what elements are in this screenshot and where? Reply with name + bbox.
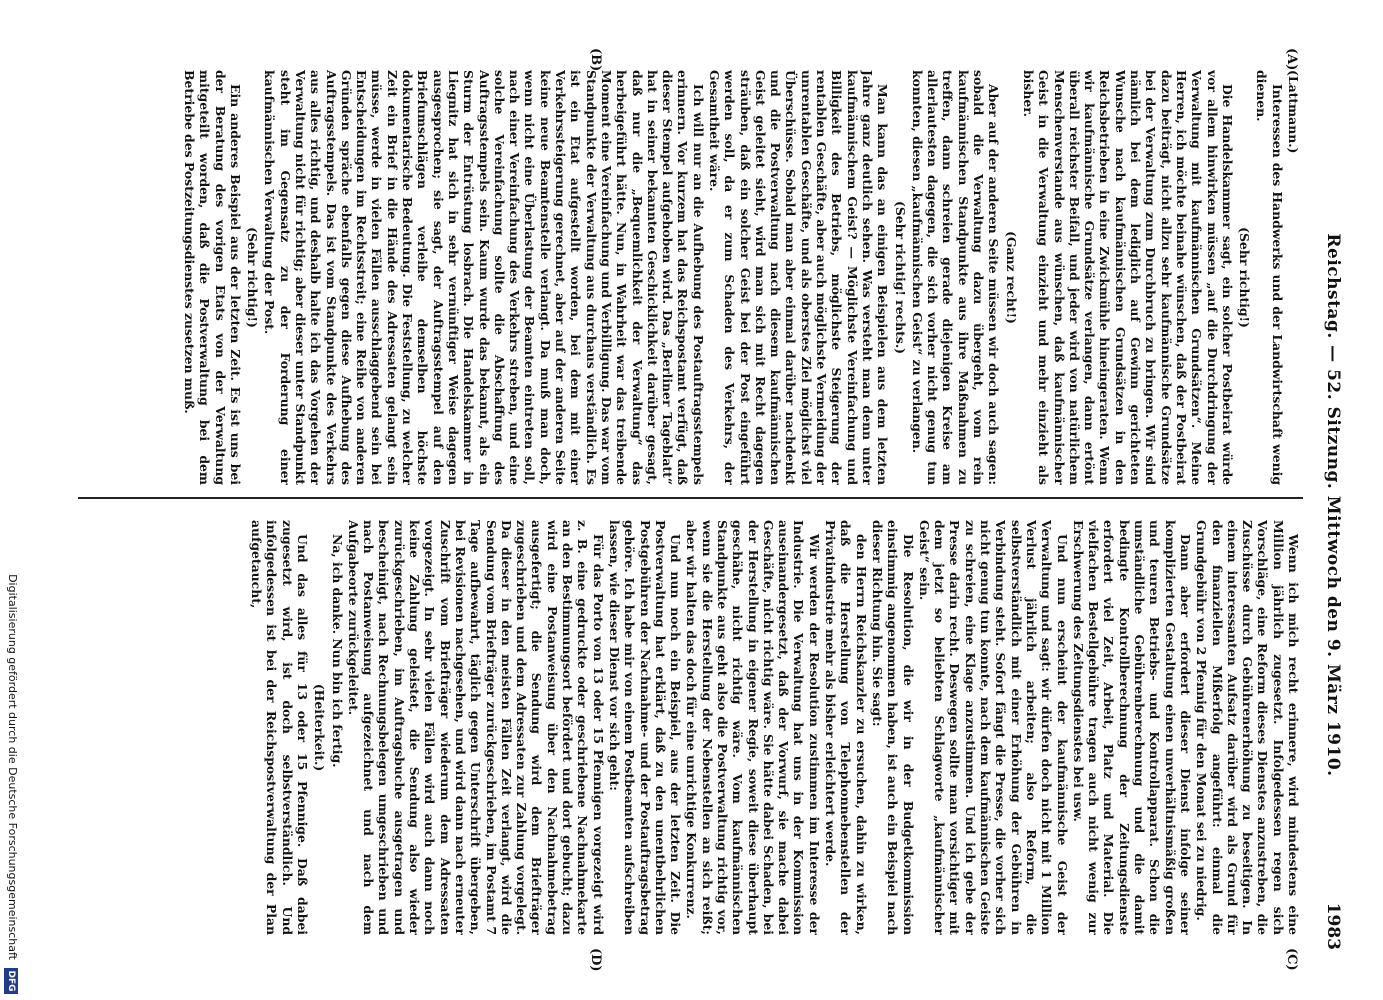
paragraph: Ein anderes Beispiel aus der letzten Zeit. Es ist uns bei der Beratung des vorigen Etats von der Verwaltung mitgeteilt worden, daß die Postverwaltung bei dem Betriebe des Postzeitungsdienstes zusetzen muß. [181, 70, 243, 485]
interjection: (Sehr richtig!) [1237, 227, 1253, 328]
paragraph: Und nun noch ein Beispiel, aus der letzten Zeit. Die Postverwaltung hat erklärt, daß zu den unentbehrlichen Postgebühren der Nachnahme- und der Postauftragsbetrag gehöre. Ich habe mir von einem Postbeamten aufschreiben lassen, wie dieser Dienst vor sich geht: [606, 520, 684, 935]
page-number: 1983 [1323, 902, 1343, 950]
interjection: (Sehr richtig!) [245, 227, 261, 328]
paragraph: Dann aber erfordert dieser Dienst infolge seiner komplizierten Gestaltung einen unverhältnismäßig großen und teuren Betriebs- und Kontrollapparat. Schon die umständliche Gebührenberechnung und die damit bedingte Kontrollberechnung der Zeitungsdienste erfordert viel Zeit, Arbeit, Platz und Material. Die vielfachen Bestellgebühre tragen auch nicht wenig zur Erschwerung des Zeitungsdienstes bei usw. [1070, 520, 1193, 935]
paragraph: Wir werden der Resolution zustimmen im Interesse der Industrie. Die Verwaltung hat uns in der Kommission auseinandergesetzt, daß der Vorwurf, sie mache dabei Geschäfte, nicht richtig wäre. Sie hätte dabei Schaden, bei der Herstellung in eigener Regie, soweit diese überhaupt geschähe, nicht richtig wäre. Vom kaufmännischen Standpunkte aus geht also die Postverwaltung richtig vor, wenn sie die Herstellung der Nebenstellen an sich reißt; aber wir halten das doch für eine unrichtige Konkurrenz. [684, 520, 822, 935]
margin-marker-b: (B) [588, 48, 603, 72]
margin-marker-c: (C) [1284, 948, 1299, 971]
interjection: (Ganz recht!) [1003, 231, 1019, 324]
page-footer [0, 0, 24, 1000]
interjection: (Sehr richtig! rechts.) [892, 200, 908, 355]
running-title: Reichstag. — 52. Sitzung. Mittwoch den 9. März 1910. [1323, 233, 1343, 777]
interjection: (Heiterkeit.) [312, 683, 328, 772]
quoted-passage: Für das Porto von 13 oder 15 Pfennigen vorgezeigt wird z. B. eine gedruckte oder geschriebene Nachnahmekarte an den Bestimmungsort befördert und dort gebucht; dazu wird eine Postanweisung über den Nachnahmebetrag ausgefertigt; die Sendung wird dem Briefträger zugeschrieben und dem Adressaten zur Zahlung vorgelegt. Da dieser in den meisten Fällen Zeit verlangt, wird die Sendung vom Briefträger zurückgeschrieben, im Postamt 7 Tage aufbewahrt, täglich gegen Unterschrift übergeben, bei Revisionen nachgesehen, und wird dann nach erneuter Zuschrift vom Briefträger wiederum dem Adressaten vorgezeigt. In sehr vielen Fällen wird auch dann noch keine Zahlung geleistet, die Sendung also wieder zurückgeschrieben, im Auftragsbuche ausgetragen und bescheinigt, nach Rechnungsbelegen umgeschrieben und nach Postanweisung aufgezeichnet und nach dem Aufgabeorte zurückgeleitet. [345, 520, 606, 935]
paragraph: Die Resolution, die wir in der Budgetkommission einstimmig angenommen haben, ist auch ein Beispiel nach dieser Richtung hin. Sie sagt: [869, 520, 916, 935]
margin-marker-a: (A) [1284, 48, 1299, 71]
paragraph: Na, ich danke. Nun bin ich fertig. [329, 534, 345, 768]
paragraph: Und das alles für 13 oder 15 Pfennige. Daß dabei zugesetzt wird, ist doch selbstverständlich. Und infolgedessen ist bei der Reichspostverwaltung der Plan aufgetaucht, [249, 520, 310, 935]
left-column [86, 70, 1301, 485]
column-divider [78, 497, 1303, 499]
paragraph: Ich will nur an die Aufhebung des Postauftragsstempels erinnern. Vor kurzem hat das Reichspostamt verfügt, daß dieser Stempel aufgehoben wird. Das „Berliner Tageblatt“ hat in seiner bekannten Geschicklichkeit darüber gesagt, daß nur die „Bequemlichkeit der Verwaltung“ das herbeigeführt hätte. Nun, in Wahrheit war das treibende Moment eine Vereinfachung und Verbilligung. Das war vom Standpunkte der Verwaltung aus durchaus verständlich. Es ist ein Etat aufgestellt worden, bei dem mit einer Verkehrssteigerung gerechnet, aber auf der anderen Seite keine neue Beamtenstelle verlangt. Da muß man doch, wenn nicht eine Überlastung der Beamten eintreten soll, nach einer Vereinfachung des Verkehrs streben, und eine solche Vereinfachung sollte die Abschaffung des Auftragsstempels sein. Kaum wurde das bekannt, als ein Sturm der Entrüstung losbrach. Die Handelskammer in Liegnitz hat sich in sehr vernünftiger Weise dagegen ausgesprochen; sie sagt, der Auftragsstempel auf den Briefumschlägen verleihe demselben höchste dokumentarische Bedeutung. Die Feststellung, zu welcher Zeit ein Brief in die Hände des Adressaten gelangt sein müsse, werde in vielen Fällen ausschlaggebend sein bei Entscheidungen im Rechtsstreit; eine Reihe von anderen Gründen spräche ebenfalls gegen diese Aufhebung des Auftragsstempels. Das ist vom Standpunkte des Verkehrs aus alles richtig, und deshalb halte ich das Vorgehen der Verwaltung nicht für richtig; aber dieser unter Standpunkt steht im Gegensatz zu der Forderung einer kaufmännischen Verwaltung der Post. [262, 70, 706, 485]
paragraph: Wenn ich mich recht erinnere, wird mindestens eine Million jährlich zugesetzt. Infolgedessen regen sich Vorschläge, eine Reform dieses Dienstes anzustreben, die Zuschüsse durch Gebührenerhöhung zu beseitigen. In einem interessanten Aufsatz darüber wird als Grund für den finanziellen Mißerfolg angeführt: einmal die Grundgebühr von 2 Pfennig für den Monat sei zu niedrig. [1194, 520, 1301, 935]
digitization-note: Digitalisierung gefördert durch die Deutsche Forschungsgemeinschaft [6, 574, 19, 960]
quoted-resolution: den Herrn Reichskanzler zu ersuchen, dahin zu wirken, daß die Herstellung von Telephonnebenstellen der Privatindustrie mehr als bisher erleichtert werde. [823, 520, 869, 935]
margin-marker-d: (D) [588, 948, 603, 972]
speaker-name: (Lattmann.) [1286, 70, 1301, 154]
right-column [86, 520, 1301, 935]
paragraph: Aber auf der anderen Seite müssen wir doch auch sagen: sobald die Verwaltung dazu übergeht, vom rein kaufmännischen Standpunkte aus ihre Maßnahmen zu treffen, dann schreien gerade diejenigen Kreise am allerlautesten dagegen, die sich vorher nicht genug tun konnten, diesen „kaufmännischen Geist“ zu verlangen. [909, 70, 1002, 485]
paragraph: Und nun erscheint der kaufmännische Geist der Verwaltung und sagt: wir dürfen doch nicht mit 1 Million Verlust jährlich arbeiten; also Reform, die selbstverständlich mit einer Erhöhung der Gebühren in Verbindung steht. Sofort fängt die Presse, die vorher sich nicht genug tun konnte, nach dem kaufmännischen Geiste zu schreien, eine Klage anzustimmen. Und ich gebe der Presse darin recht. Deswegen sollte man vorsichtiger mit dem jetzt so beliebten Schlagworte „kaufmännischer Geist“ sein. [916, 520, 1070, 935]
dfg-logo: DFG [4, 968, 18, 994]
paragraph: Interessen des Handwerks und der Landwirtschaft wenig dienen. [1254, 70, 1285, 485]
page-header [1313, 60, 1343, 950]
paragraph: Die Handelskammer sagt, ein solcher Postbeirat würde vor allem hinwirken müssen „auf die Durchdringung der Verwaltung mit kaufmännischen Grundsätzen“. Meine Herren, ich möchte beinahe wünschen, daß der Postbeirat dazu beiträgt, nicht allzu sehr kaufmännische Grundsätze bei der Verwaltung zum Durchbruch zu bringen. Wir sind nämlich bei dem lediglich auf Gewinn gerichteten Wunsche nach kaufmännischen Grundsätzen in den Reichsbetrieben in eine Zwickmühle hineingeraten. Wenn wir kaufmännische Grundsätze verlangen, dann ertönt überall reichster Beifall, und jeder wird von natürlichem Menschenverstande aus wünschen, daß kaufmännischer Geist in die Verwaltung einzieht und mehr einzieht als bisher. [1020, 70, 1235, 485]
paragraph: Man kann das an einigen Beispielen aus dem letzten Jahre ganz deutlich sehen. Was versteht man denn unter kaufmännischem Geist? — Möglichste Vereinfachung und Billigkeit des Betriebs, möglichste Steigerung der rentablen Geschäfte, aber auch möglichste Vermeidung der unrentablen Geschäfte, und als oberstes Ziel möglichst viel Überschüsse. Sobald man aber einmal darüber nachdenkt und die Postverwaltung nach diesem kaufmännischen Geist geleitet sieht, wird man sich mit Recht dagegen sträuben, daß ein solcher Geist bei der Post eingeführt werden soll, da er zum Schaden des Verkehrs, der Gesamtheit wäre. [707, 70, 891, 485]
